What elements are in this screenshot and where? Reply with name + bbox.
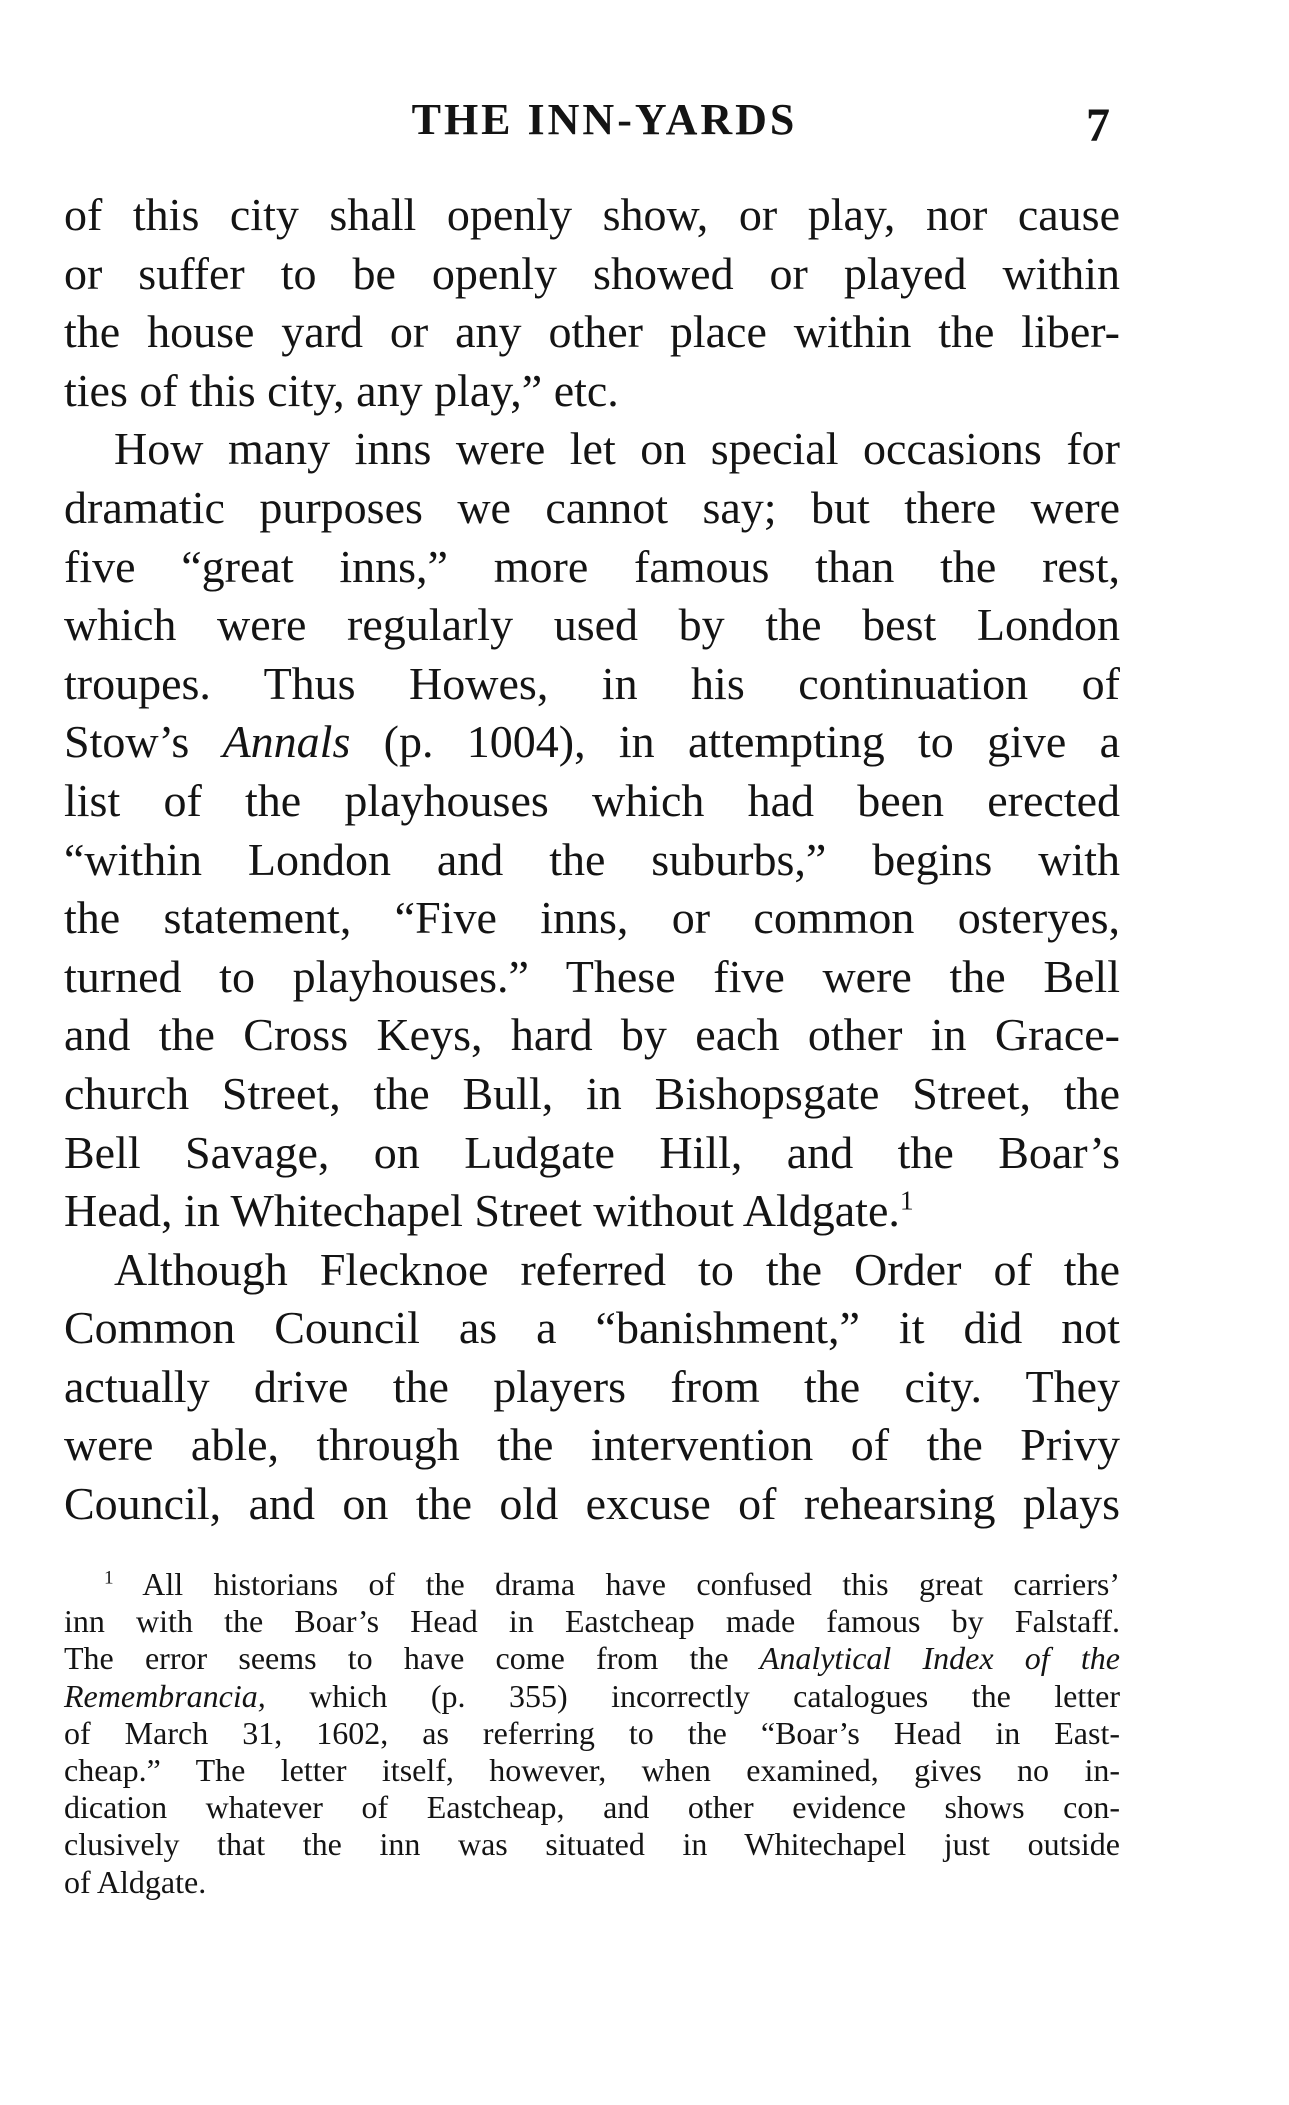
text-line: Bell Savage, on Ludgate Hill, and the Boar’s bbox=[64, 1126, 1120, 1178]
text-run: All historians of the drama have confused this great carriers’ bbox=[142, 1566, 1121, 1602]
footnote-reference[interactable]: 1 bbox=[899, 1184, 914, 1216]
book-title-italic: Annals bbox=[222, 716, 351, 768]
running-title: THE INN-YARDS bbox=[411, 95, 798, 144]
footnote-line: cheap.” The letter itself, however, when examined, gives no in- bbox=[64, 1751, 1120, 1788]
text-line: “within London and the suburbs,” begins with bbox=[64, 833, 1120, 885]
text-line: Common Council as a “banishment,” it did not bbox=[64, 1302, 1120, 1354]
text-run: which (p. 355) incorrectly catalogues the letter bbox=[265, 1677, 1120, 1714]
text-line: which were regularly used by the best London bbox=[64, 599, 1120, 651]
footnote-line: clusively that the inn was situated in Whitechapel just outside bbox=[64, 1826, 1120, 1863]
footnote-line: of March 31, 1602, as referring to the “Boar’s Head in East- bbox=[64, 1714, 1120, 1751]
text-line: list of the playhouses which had been erected bbox=[64, 774, 1120, 826]
text-line: Although Flecknoe referred to the Order of the bbox=[114, 1243, 1120, 1295]
page-number: 7 bbox=[1086, 99, 1110, 152]
text-run: Head, in Whitechapel Street without Aldgate. bbox=[64, 1185, 900, 1237]
text-line: five “great inns,” more famous than the rest, bbox=[64, 540, 1120, 592]
body-text bbox=[64, 186, 1120, 1534]
book-title-italic: Analytical Index of the bbox=[759, 1640, 1121, 1677]
text-line: ties of this city, any play,” etc. bbox=[64, 364, 619, 416]
footnote-line: of Aldgate. bbox=[64, 1863, 207, 1900]
text-line: church Street, the Bull, in Bishopsgate Street, the bbox=[64, 1067, 1120, 1119]
text-line: dramatic purposes we cannot say; but there were bbox=[64, 481, 1120, 533]
footnote-line: dication whatever of Eastcheap, and other evidence shows con- bbox=[64, 1789, 1120, 1826]
footnote-line bbox=[64, 1678, 1120, 1715]
text-line: were able, through the intervention of the Privy bbox=[64, 1419, 1120, 1471]
text-run: The error seems to have come from the bbox=[64, 1640, 760, 1677]
text-line bbox=[64, 1182, 1120, 1241]
text-line: How many inns were let on special occasions for bbox=[114, 423, 1120, 475]
text-run: (p. 1004), in attempting to give a bbox=[350, 716, 1121, 768]
footnote-marker: 1 bbox=[104, 1567, 114, 1589]
text-line: the statement, “Five inns, or common osteryes, bbox=[64, 892, 1120, 944]
text-line: Council, and on the old excuse of rehearsing plays bbox=[64, 1478, 1120, 1530]
text-line bbox=[64, 713, 1120, 772]
text-run: Stow’s bbox=[64, 716, 223, 768]
text-line: actually drive the players from the city. They bbox=[64, 1360, 1120, 1412]
text-line: the house yard or any other place within the liber- bbox=[64, 306, 1120, 358]
text-line: or suffer to be openly showed or played within bbox=[64, 247, 1120, 299]
footnote bbox=[64, 1566, 1120, 1901]
text-line: of this city shall openly show, or play, nor cause bbox=[64, 189, 1120, 240]
footnote-line: inn with the Boar’s Head in Eastcheap made famous by Falstaff. bbox=[64, 1603, 1120, 1640]
book-title-italic: Remembrancia, bbox=[64, 1677, 266, 1714]
footnote-line bbox=[64, 1640, 1120, 1677]
text-line: troupes. Thus Howes, in his continuation of bbox=[64, 657, 1120, 709]
text-line: and the Cross Keys, hard by each other in Grace- bbox=[64, 1009, 1120, 1061]
text-line: turned to playhouses.” These five were the Bell bbox=[64, 950, 1120, 1002]
footnote-line bbox=[64, 1566, 1120, 1603]
running-head bbox=[0, 86, 1289, 152]
